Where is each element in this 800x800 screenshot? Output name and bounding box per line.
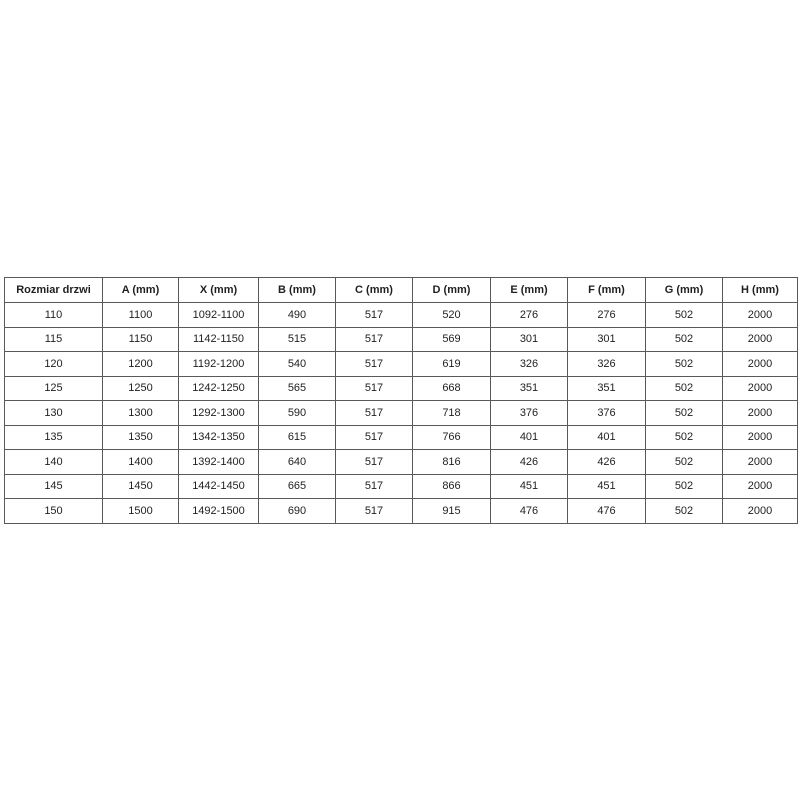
table-cell: 451 [491,474,568,499]
table-cell: 145 [5,474,103,499]
table-cell: 866 [413,474,491,499]
table-cell: 816 [413,450,491,475]
table-cell: 110 [5,303,103,328]
table-cell: 1192-1200 [179,352,259,377]
table-cell: 540 [259,352,336,377]
table-cell: 502 [646,474,723,499]
table-header [5,278,798,303]
table-cell: 1342-1350 [179,425,259,450]
table-cell: 140 [5,450,103,475]
table-cell: 1400 [103,450,179,475]
table-cell: 2000 [723,327,798,352]
table-cell: 150 [5,499,103,524]
table-cell: 2000 [723,303,798,328]
table-cell: 301 [491,327,568,352]
table-cell: 276 [491,303,568,328]
table-cell: 351 [568,376,646,401]
table-cell: 1492-1500 [179,499,259,524]
table-cell: 2000 [723,450,798,475]
table-cell: 1250 [103,376,179,401]
table-header-cell: F (mm) [568,278,646,303]
table-cell: 766 [413,425,491,450]
table-cell: 2000 [723,474,798,499]
table-cell: 718 [413,401,491,426]
table-header-cell: C (mm) [336,278,413,303]
table-cell: 502 [646,450,723,475]
table-cell: 517 [336,327,413,352]
table-cell: 451 [568,474,646,499]
table-cell: 2000 [723,352,798,377]
table-cell: 2000 [723,401,798,426]
table-cell: 502 [646,376,723,401]
table-cell: 668 [413,376,491,401]
table-cell: 1200 [103,352,179,377]
table-cell: 326 [568,352,646,377]
table-row [5,474,798,499]
table-row [5,303,798,328]
table-row [5,352,798,377]
table-cell: 517 [336,499,413,524]
table-cell: 276 [568,303,646,328]
table-cell: 1242-1250 [179,376,259,401]
table-cell: 376 [568,401,646,426]
table-cell: 115 [5,327,103,352]
table-header-cell: A (mm) [103,278,179,303]
table-cell: 590 [259,401,336,426]
table-header-cell: B (mm) [259,278,336,303]
table-cell: 426 [568,450,646,475]
table-cell: 1500 [103,499,179,524]
table-header-cell: D (mm) [413,278,491,303]
table-cell: 1450 [103,474,179,499]
table-cell: 517 [336,474,413,499]
table-cell: 615 [259,425,336,450]
table-header-cell: G (mm) [646,278,723,303]
table-cell: 502 [646,303,723,328]
table-cell: 301 [568,327,646,352]
table-cell: 1092-1100 [179,303,259,328]
door-dimensions-table [4,277,798,524]
table-header-cell: E (mm) [491,278,568,303]
table-cell: 1292-1300 [179,401,259,426]
table-cell: 502 [646,425,723,450]
table-cell: 2000 [723,376,798,401]
table-cell: 1150 [103,327,179,352]
table-cell: 502 [646,327,723,352]
table-cell: 502 [646,401,723,426]
table-cell: 1100 [103,303,179,328]
table-row [5,499,798,524]
table-cell: 517 [336,352,413,377]
table-row [5,450,798,475]
table-cell: 520 [413,303,491,328]
table-header-cell: X (mm) [179,278,259,303]
table-cell: 351 [491,376,568,401]
table-cell: 619 [413,352,491,377]
table-header-cell: Rozmiar drzwi [5,278,103,303]
table-cell: 517 [336,450,413,475]
table-row [5,425,798,450]
table-cell: 690 [259,499,336,524]
table-cell: 515 [259,327,336,352]
table-cell: 502 [646,352,723,377]
table-cell: 1350 [103,425,179,450]
table-cell: 517 [336,401,413,426]
table-cell: 665 [259,474,336,499]
table-cell: 476 [491,499,568,524]
table-cell: 1392-1400 [179,450,259,475]
table-cell: 2000 [723,499,798,524]
table-cell: 401 [568,425,646,450]
table-cell: 426 [491,450,568,475]
table-row [5,401,798,426]
table-cell: 915 [413,499,491,524]
table-cell: 517 [336,425,413,450]
table-cell: 120 [5,352,103,377]
table-cell: 376 [491,401,568,426]
table-cell: 1142-1150 [179,327,259,352]
table-header-cell: H (mm) [723,278,798,303]
table-cell: 125 [5,376,103,401]
table-cell: 401 [491,425,568,450]
table-cell: 130 [5,401,103,426]
table-body [5,303,798,524]
table-cell: 565 [259,376,336,401]
table-cell: 1300 [103,401,179,426]
table-cell: 569 [413,327,491,352]
table-cell: 326 [491,352,568,377]
table-row [5,376,798,401]
table-cell: 517 [336,376,413,401]
table-cell: 1442-1450 [179,474,259,499]
table-cell: 640 [259,450,336,475]
table-cell: 2000 [723,425,798,450]
table-header-row [5,278,798,303]
table-cell: 490 [259,303,336,328]
table-cell: 476 [568,499,646,524]
table-cell: 502 [646,499,723,524]
table-cell: 517 [336,303,413,328]
table-row [5,327,798,352]
table-cell: 135 [5,425,103,450]
